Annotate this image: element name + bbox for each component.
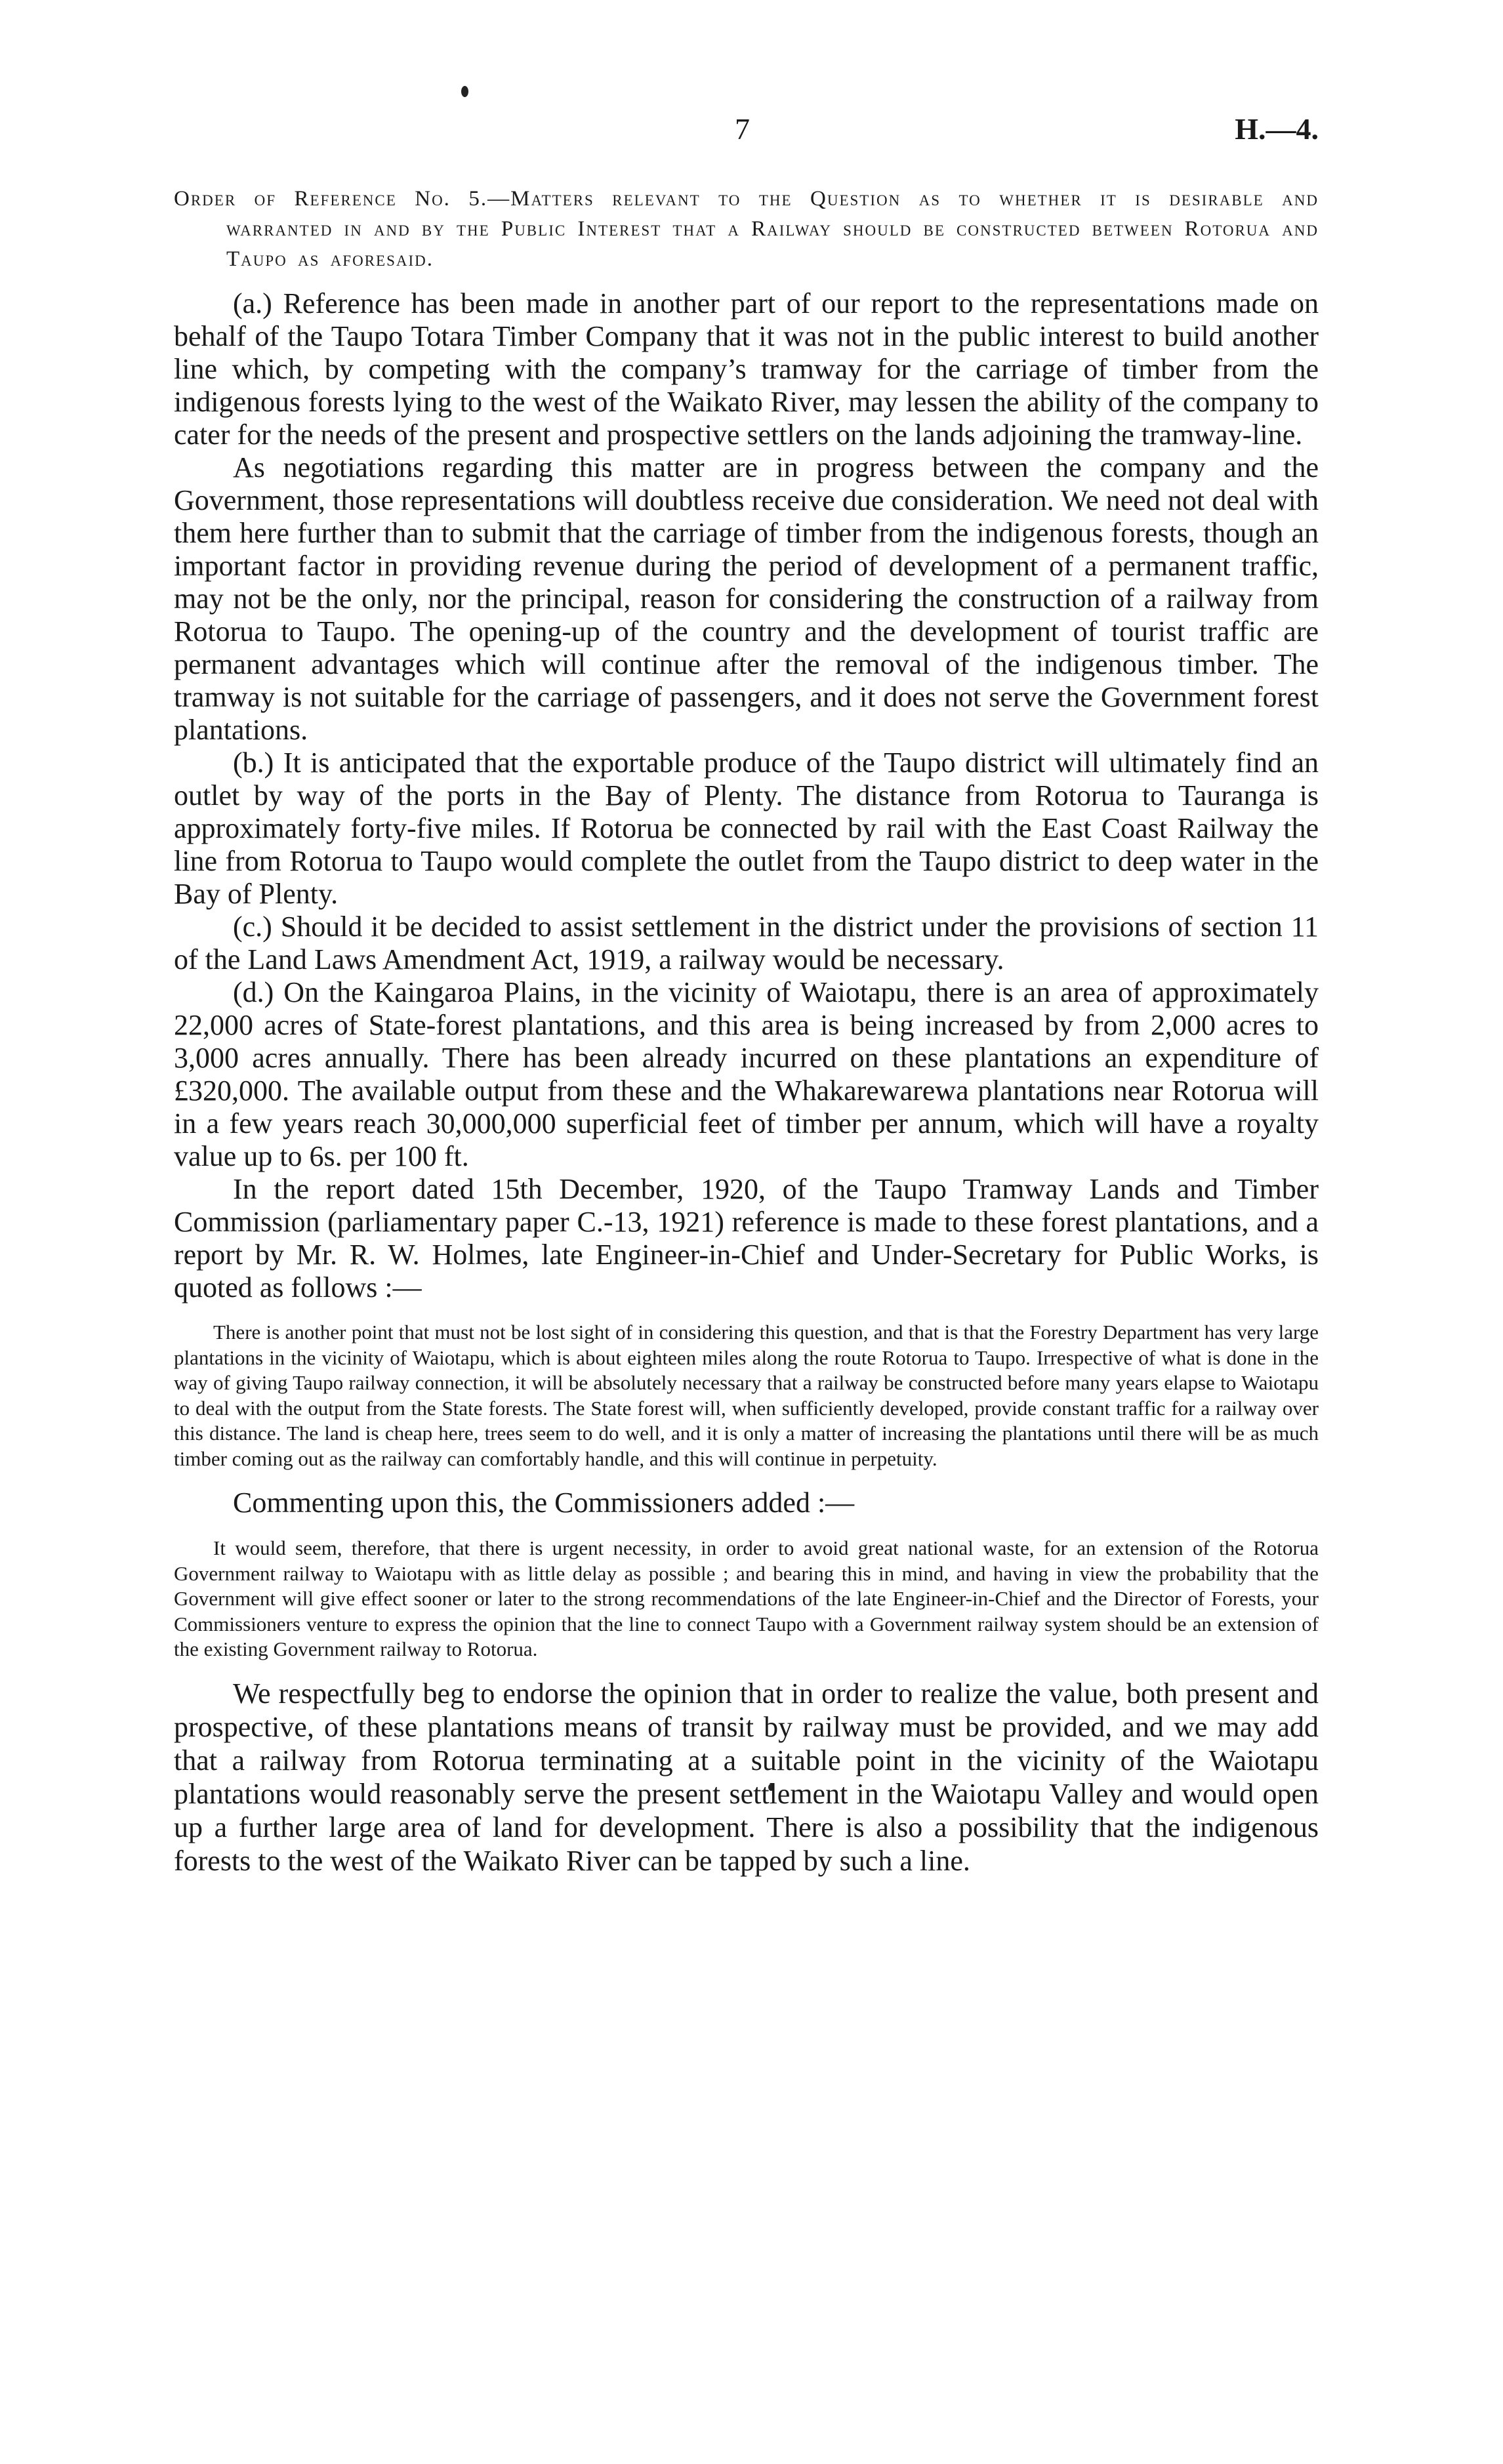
paragraph-c: (c.) Should it be decided to assist settlement in the district under the provisions of section 11 of the Land Laws Amendment Act, 1919, a railway would be necessary. [174, 911, 1319, 975]
paragraph-conclusion: We respectfully beg to endorse the opinion that in order to realize the value, both present and prospective, of these plantations means of transit by railway must be provided, and we may add that a railway from Rotorua terminating at a suitable point in the vicinity of the Waiotapu plantations would reasonably serve the present settlement in the Waiotapu Valley and would open up a further large area of land for development. There is also a possibility that the indigenous forests to the west of the Waikato River can be tapped by such a line. [174, 1677, 1319, 1877]
page-number: 7 [735, 112, 750, 146]
paragraph-a: (a.) Reference has been made in another part of our report to the representations made on behalf of the Taupo Totara Timber Company that it was not in the public interest to build another line which, by competing with the company’s tramway for the carriage of timber from the indigenous forests lying to the west of the Waikato River, may lessen the ability of the company to cater for the needs of the present and prospective settlers on the lands adjoining the tramway-line. [174, 287, 1319, 451]
paragraph-report: In the report dated 15th December, 1920, of the Taupo Tramway Lands and Timber Commission (parliamentary paper C.-13, 1921) reference is made to these forest plantations, and a report by Mr. R. W. Holmes, late Engineer-in-Chief and Under-Secretary for Public Works, is quoted as follows :— [174, 1173, 1319, 1304]
paragraph-d: (d.) On the Kaingaroa Plains, in the vicinity of Waiotapu, there is an area of approximately 22,000 acres of State-forest plantations, and this area is being increased by from 2,000 acres to 3,000 acres annually. There has been already incurred on these plantations an expenditure of £320,000. The available output from these and the Whakarewarewa plantations near Rotorua will in a few years reach 30,000,000 superficial feet of timber per annum, which will have a royalty value up to 6s. per 100 ft. [174, 976, 1319, 1172]
ink-mark [461, 86, 468, 97]
paragraph-b: (b.) It is anticipated that the exportable produce of the Taupo district will ultimately find an outlet by way of the ports in the Bay of Plenty. The distance from Rotorua to Tauranga is approximately forty-five miles. If Rotorua be connected by rail with the East Coast Railway the line from Rotorua to Taupo would complete the outlet from the Taupo district to deep water in the Bay of Plenty. [174, 747, 1319, 910]
page-header [174, 112, 1319, 164]
document-body [174, 184, 1319, 1878]
quotation-commissioners: It would seem, therefore, that there is urgent necessity, in order to avoid great national waste, for an extension of the Rotorua Government railway to Waiotapu with as little delay as possible ; and bearing this in mind, and having in view the probability that the Government will give effect sooner or later to the strong recommendations of the late Engineer-in-Chief and the Director of Forests, your Commissioners venture to express the opinion that the line to connect Taupo with a Government railway system should be an extension of the existing Government railway to Rotorua. [174, 1536, 1319, 1660]
paragraph-negotiations: As negotiations regarding this matter are in progress between the company and the Government, those representations will doubtless receive due consideration. We need not deal with them here further than to submit that the carriage of timber from the indigenous forests, though an important factor in providing revenue during the period of development of a permanent traffic, may not be the only, nor the principal, reason for considering the construction of a railway from Rotorua to Taupo. The opening-up of the country and the development of tourist traffic are permanent advantages which will continue after the removal of the indigenous timber. The tramway is not suitable for the carriage of passengers, and it does not serve the Government forest plantations. [174, 451, 1319, 746]
quotation-holmes: There is another point that must not be lost sight of in considering this question, and that is that the Forestry Department has very large plantations in the vicinity of Waiotapu, which is about eighteen miles along the route Rotorua to Taupo. Irrespective of what is done in the way of giving Taupo railway connection, it will be absolutely necessary that a railway be constructed before many years elapse to Waiotapu to deal with the output from the State forests. The State forest will, when sufficiently developed, provide constant traffic for a railway over this distance. The land is cheap here, trees seem to do well, and it is only a matter of increasing the plantations until there will be as much timber coming out as the railway can comfortably handle, and this will continue in perpetuity. [174, 1321, 1319, 1470]
section-heading: Order of Reference No. 5.—Matters relevant to the Question as to whether it is desirable and warranted in and by the Public Interest that a Railway should be constructed between Rotorua and Taupo as aforesaid. [174, 187, 1319, 271]
document-reference: H.—4. [1235, 112, 1319, 146]
commissioners-lead-in: Commenting upon this, the Commissioners added :— [233, 1487, 855, 1519]
